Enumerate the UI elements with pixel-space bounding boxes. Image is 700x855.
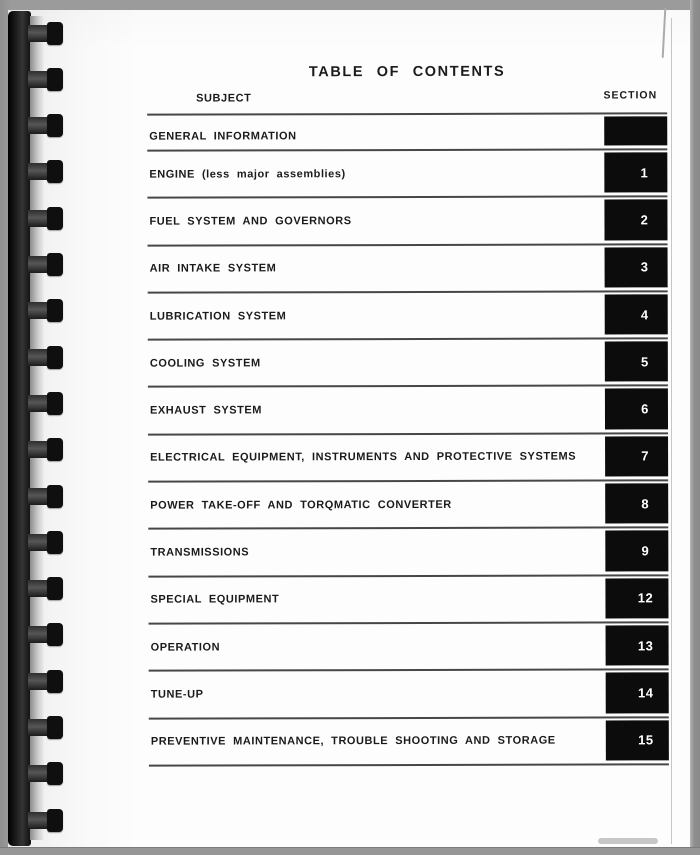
toc-subject-label: ELECTRICAL EQUIPMENT, INSTRUMENTS AND PROTECTIVE SYSTEMS <box>150 450 577 465</box>
binding-tooth <box>47 346 63 369</box>
binding-tooth <box>47 716 63 739</box>
toc-subject-label: POWER TAKE-OFF AND TORQMATIC CONVERTER <box>150 498 452 512</box>
toc-subject-label: FUEL SYSTEM AND GOVERNORS <box>149 215 352 228</box>
toc-section-number: 13 <box>637 637 654 654</box>
toc-section-box <box>606 625 669 665</box>
toc-section-number: 8 <box>641 496 650 512</box>
toc-row <box>148 576 668 625</box>
toc-row <box>147 150 667 199</box>
toc-subject-label: SPECIAL EQUIPMENT <box>150 593 280 606</box>
toc-row <box>148 292 668 341</box>
toc-row <box>148 387 668 436</box>
toc-section-box <box>606 673 669 713</box>
binding-tooth <box>47 577 63 600</box>
toc-subject-label: ENGINE (less major assemblies) <box>149 167 346 181</box>
toc-row <box>148 245 668 294</box>
comb-binding <box>0 0 70 855</box>
page-edge-shadow <box>30 16 44 840</box>
toc-section-number: 14 <box>637 685 654 701</box>
toc-row <box>148 340 668 389</box>
toc-section-number: 12 <box>637 590 654 606</box>
toc-section-box <box>605 436 668 476</box>
binding-tooth <box>47 809 63 832</box>
toc-section-box <box>605 247 668 287</box>
toc-subject-label: TRANSMISSIONS <box>150 546 250 559</box>
column-header-subject: SUBJECT <box>196 92 252 105</box>
toc-row <box>148 529 668 578</box>
toc-table <box>147 112 669 766</box>
toc-subject-label: TUNE-UP <box>150 688 204 701</box>
toc-section-box <box>605 531 668 571</box>
toc-row <box>149 671 669 720</box>
toc-row <box>148 434 668 483</box>
toc-subject-label: GENERAL INFORMATION <box>149 129 297 143</box>
toc-section-box <box>606 720 669 760</box>
toc-subject-label: EXHAUST SYSTEM <box>149 404 263 417</box>
binding-tooth <box>47 299 63 322</box>
binding-tooth <box>47 670 63 693</box>
toc-row <box>147 114 667 151</box>
toc-section-box <box>604 116 667 145</box>
table-of-contents <box>147 0 669 846</box>
page-title: TABLE OF CONTENTS <box>308 63 506 81</box>
binding-tooth <box>47 438 63 461</box>
toc-section-box <box>605 483 668 523</box>
binding-tooth <box>47 22 63 45</box>
toc-row <box>148 481 668 530</box>
toc-section-box <box>604 152 667 192</box>
binding-tooth <box>47 762 63 785</box>
binding-tooth <box>47 531 63 554</box>
binding-tooth <box>47 392 63 415</box>
toc-section-number: 3 <box>640 259 649 275</box>
toc-section-box <box>605 578 668 618</box>
binding-tooth <box>47 160 63 183</box>
binding-tooth <box>47 68 63 91</box>
column-header-section: SECTION <box>603 89 658 102</box>
toc-section-box <box>605 342 668 382</box>
scan-smudge-artifact <box>598 838 658 844</box>
toc-subject-label: LUBRICATION SYSTEM <box>149 309 287 323</box>
toc-section-number: 6 <box>641 401 649 417</box>
scan-border-right <box>690 0 700 855</box>
toc-section-number: 7 <box>641 448 649 464</box>
toc-subject-label: OPERATION <box>150 641 221 654</box>
toc-subject-label: AIR INTAKE SYSTEM <box>149 262 277 275</box>
binding-tooth <box>47 623 63 646</box>
toc-section-box <box>605 294 668 334</box>
page-fold-line <box>671 18 672 844</box>
toc-section-box <box>605 389 668 429</box>
toc-section-number: 5 <box>640 354 649 370</box>
toc-section-number: 1 <box>640 165 649 181</box>
toc-subject-label: PREVENTIVE MAINTENANCE, TROUBLE SHOOTING AND STORAGE <box>150 734 556 748</box>
binding-tooth <box>47 114 63 137</box>
toc-section-number: 9 <box>641 543 650 559</box>
toc-row <box>149 718 669 767</box>
toc-section-number: 15 <box>638 732 654 748</box>
binding-tooth <box>47 253 63 276</box>
toc-row <box>149 623 669 672</box>
toc-row <box>147 198 667 247</box>
toc-section-number: 4 <box>640 306 649 322</box>
toc-subject-label: COOLING SYSTEM <box>149 357 261 370</box>
toc-section-box <box>604 200 667 240</box>
binding-tooth <box>47 207 63 230</box>
scan-border-bottom <box>0 847 700 855</box>
toc-section-number: 2 <box>640 212 649 228</box>
binding-tooth <box>47 485 63 508</box>
